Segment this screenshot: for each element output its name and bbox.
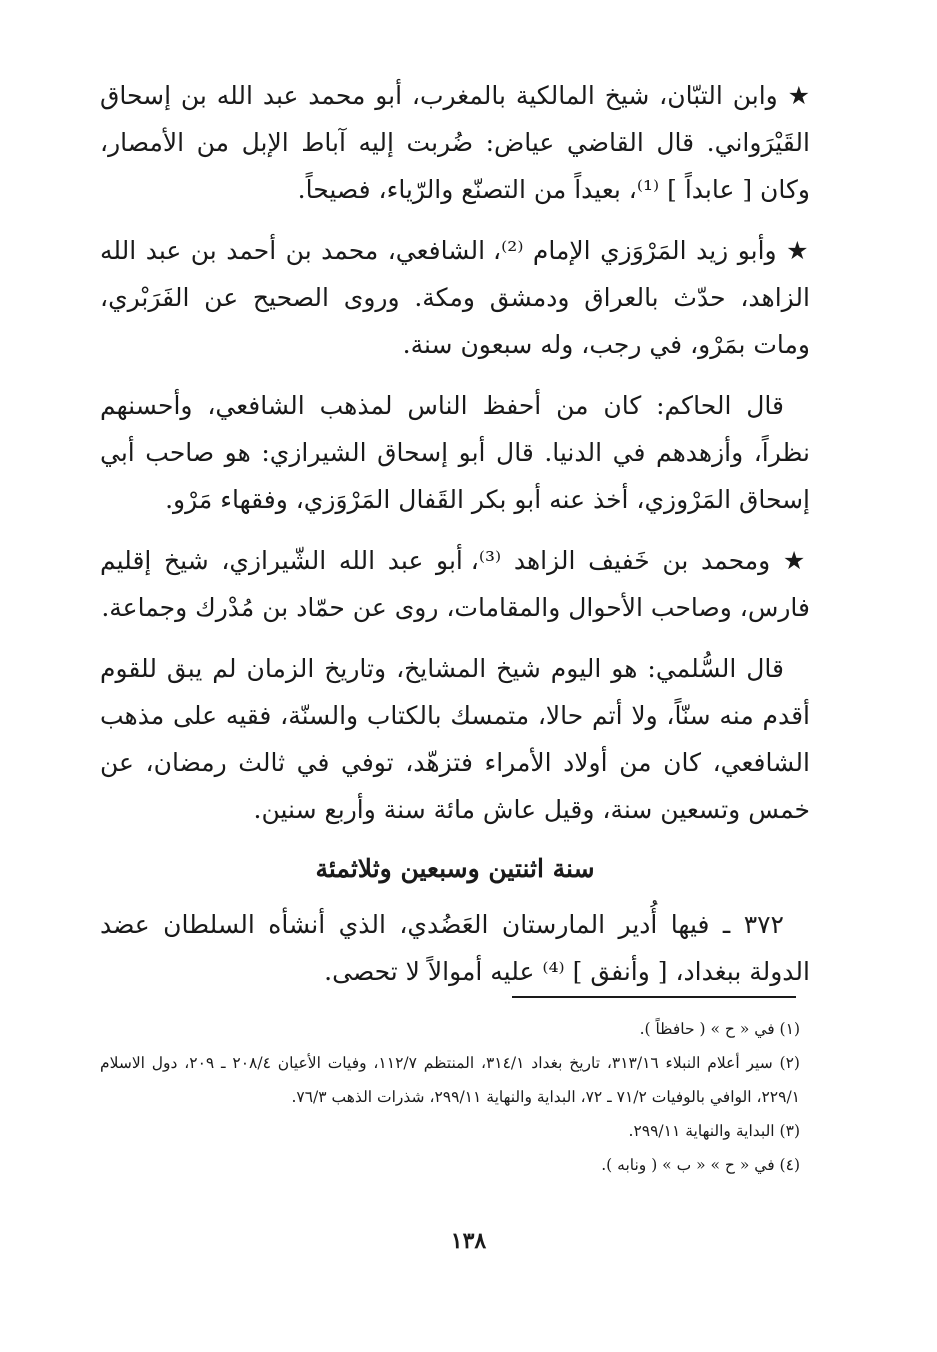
footnote-text: في « ح » ( حافظاً ). (639, 1020, 775, 1038)
footnote-text: في « ح » « ب » ( ونابه ). (601, 1156, 775, 1174)
footnote-text: البداية والنهاية ٢٩٩/١١. (628, 1122, 775, 1140)
footnote-number: (١) (779, 1020, 800, 1038)
quote-al-sulami: قال السُّلمي: هو اليوم شيخ المشايخ، وتاريخ الزمان لم يبق للقوم أقدم منه سنّاً، ولا أتم حالا، متمسك بالكتاب والسنّة، فقيه على مذهب الشافعي، كان من أولاد الأمراء فتزهّد، توفي في ثالث رمضان، عن خمس وتسعين سنة، وقيل عاش مائة سنة وأربع سنين. (100, 654, 810, 824)
quote-al-hakim: قال الحاكم: كان من أحفظ الناس لمذهب الشافعي، وأحسنهم نظراً، وأزهدهم في الدنيا. قال أبو إسحاق الشيرازي: هو صاحب أبي إسحاق المَرْوزي، أخذ عنه أبو بكر القَفال المَرْوَزي، وفقهاء مَرْو. (100, 391, 810, 514)
entry-ibn-khafif: ★ ومحمد بن خَفيف الزاهد ⁽³⁾، أبو عبد الله الشّيرازي، شيخ إقليم فارس، وصاحب الأحوال والمقامات، روى عن حمّاد بن مُدْرك وجماعة. (100, 546, 810, 622)
footnote-4 (100, 1148, 800, 1182)
footnote-number: (٢) (779, 1054, 800, 1072)
footnote-divider (512, 996, 796, 998)
footnote-1 (100, 1012, 800, 1046)
main-text (100, 72, 810, 1009)
year-heading: سنة اثنتين وسبعين وثلاثمئة (315, 854, 595, 883)
footnotes (100, 1012, 800, 1182)
footnote-2 (100, 1046, 800, 1114)
footnote-number: (٣) (779, 1122, 800, 1140)
entry-372: ٣٧٢ ـ فيها أُدير المارستان العَضُدي، الذي أنشأه السلطان عضد الدولة ببغداد، [ وأنفق ] ⁽⁴⁾ عليه أموالاً لا تحصى. (100, 910, 810, 986)
footnote-text: سير أعلام النبلاء ٣١٣/١٦، تاريخ بغداد ٣١٤/١، المنتظم ١١٢/٧، وفيات الأعيان ٢٠٨/٤ ـ ٢٠٩، دول الاسلام ٢٢٩/١، الوافي بالوفيات ٧١/٢ ـ ٧٢، البداية والنهاية ٢٩٩/١١، شذرات الذهب ٧٦/٣. (100, 1054, 800, 1106)
footnote-3 (100, 1114, 800, 1148)
entry-abu-zayd-al-marwazi: ★ وأبو زيد المَرْوَزي الإمام ⁽²⁾، الشافعي، محمد بن أحمد بن عبد الله الزاهد، حدّث بالعراق ودمشق ومكة. وروى الصحيح عن الفَرَبْري، ومات بمَرْو، في رجب، وله سبعون سنة. (100, 236, 811, 359)
footnote-number: (٤) (779, 1156, 800, 1174)
entry-ibn-al-tabban: ★ وابن التبّان، شيخ المالكية بالمغرب، أبو محمد عبد الله بن إسحاق القَيْرَواني. قال القاضي عياض: ضُربت إليه آباط الإبل من الأمصار، وكان [ عابداً ] ⁽¹⁾، بعيداً من التصنّع والرّياء، فصيحاً. (100, 81, 810, 204)
page-number: ١٣٨ (450, 1228, 487, 1254)
